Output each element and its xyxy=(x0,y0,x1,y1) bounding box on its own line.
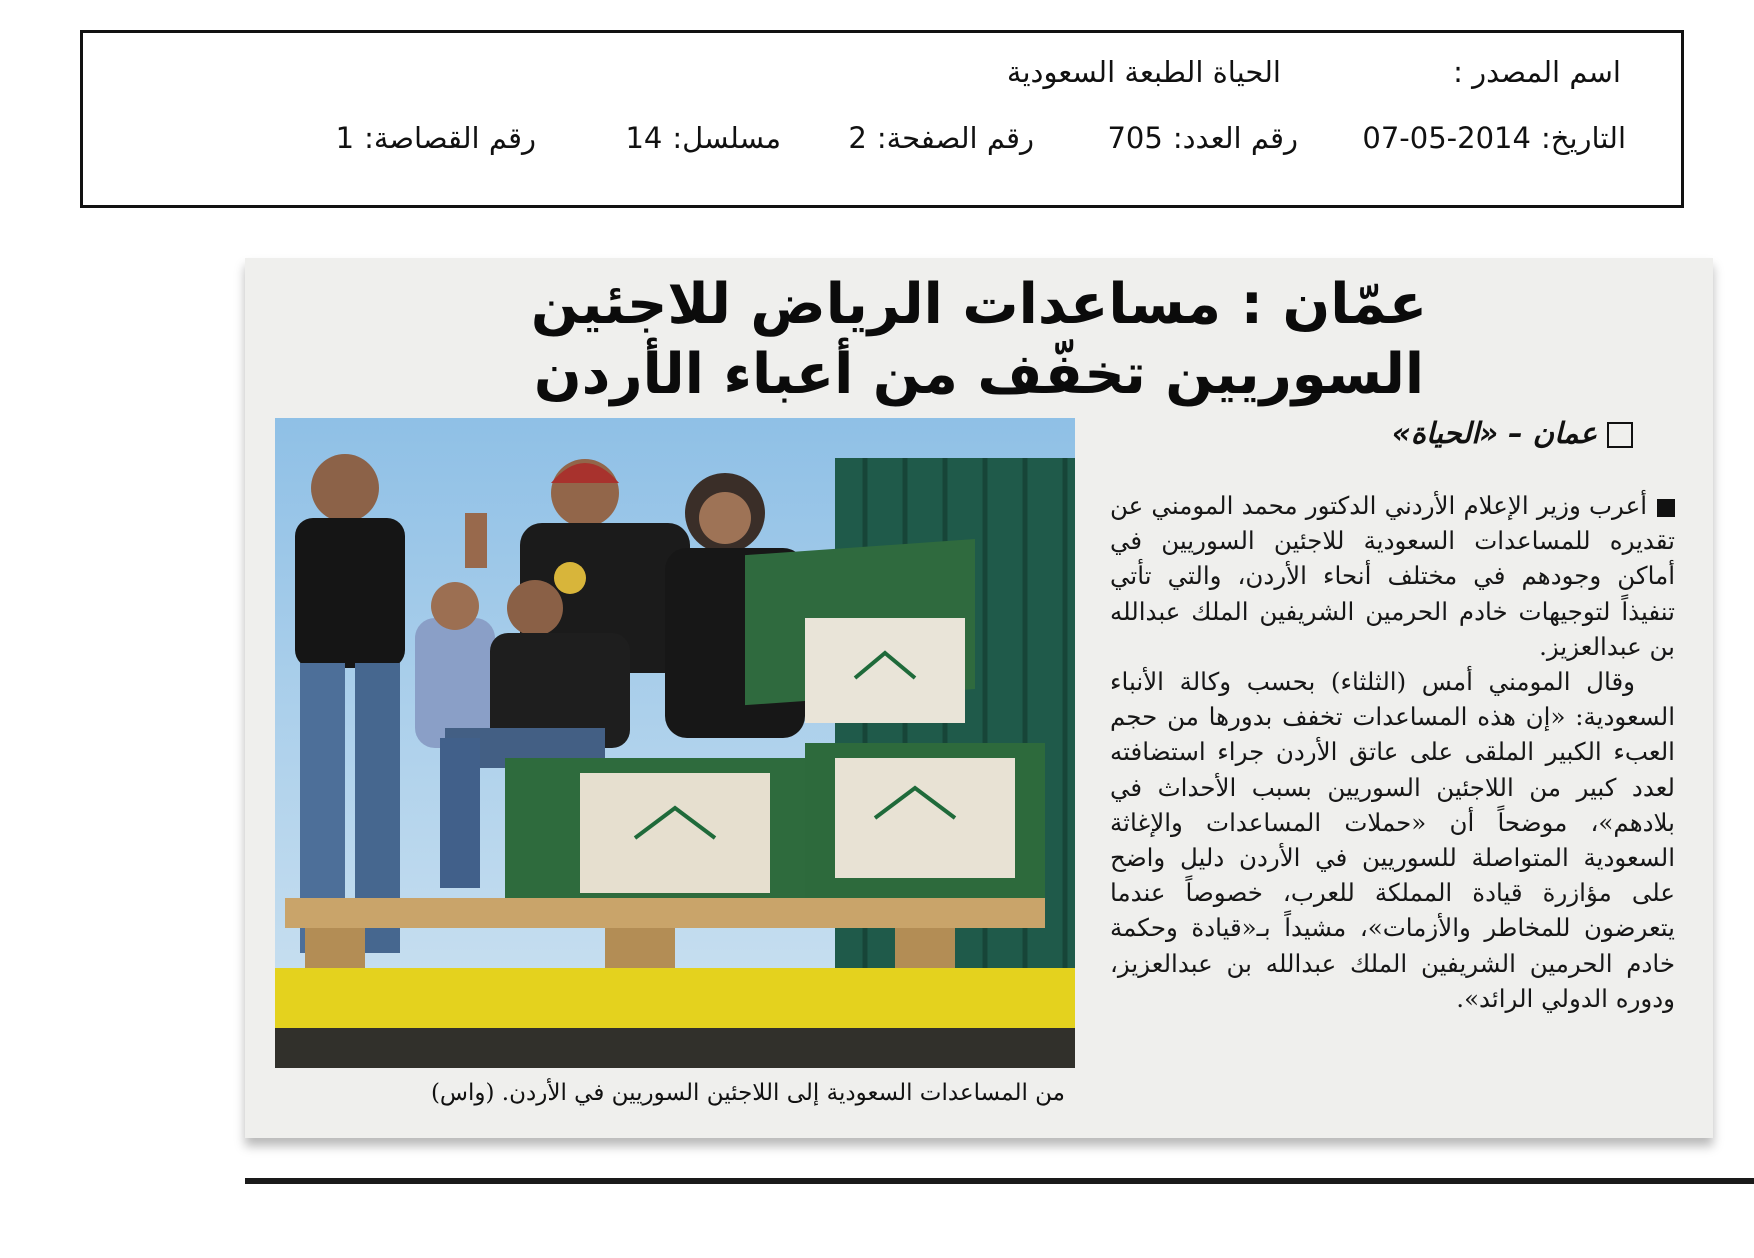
clip-number-field xyxy=(336,121,536,155)
issue-field xyxy=(1107,121,1298,155)
source-row xyxy=(1453,55,1621,89)
page-label: رقم الصفحة: xyxy=(876,121,1034,155)
paragraph-2: وقال المومني أمس (الثلثاء) بحسب وكالة الأنباء السعودية: «إن هذه المساعدات تخفف بدورها من حجم العبء الكبير الملقى على عاتق الأردن جراء استضافته لعدد كبير من اللاجئين السوريين بسبب الأحداث في بلادهم»، موضحاً أن «حملات المساعدات والإغاثة السعودية المتواصلة للسوريين في الأردن دليل واضح على مؤازرة قيادة المملكة للعرب، خصوصاً عندما يتعرضون للمخاطر والأزمات»، مشيداً بـ«قيادة وحكمة خادم الحرمين الشريفين الملك عبدالله بن عبدالعزيز، ودوره الدولي الرائد». xyxy=(1110,667,1675,1013)
clip-number-value: 1 xyxy=(335,121,355,155)
headline-line-2: السوريين تخفّف من أعباء الأردن xyxy=(533,342,1425,407)
source-label: اسم المصدر : xyxy=(1453,55,1621,89)
serial-label: مسلسل: xyxy=(672,121,781,155)
photo-illustration xyxy=(275,418,1075,1068)
source-name: الحياة الطبعة السعودية xyxy=(1006,55,1281,89)
clip-number-label: رقم القصاصة: xyxy=(364,121,536,155)
clipping-metadata-box xyxy=(80,30,1684,208)
paragraph-marker-icon xyxy=(1657,499,1675,517)
paragraph-1-text: أعرب وزير الإعلام الأردني الدكتور محمد المومني عن تقديره للمساعدات السعودية للاجئين السوريين في أماكن وجودهم في مختلف أنحاء الأردن، والتي تأتي تنفيذاً لتوجيهات خادم الحرمين الشريفين الملك عبدالله بن عبدالعزيز. xyxy=(1110,491,1675,661)
issue-value: 705 xyxy=(1107,121,1163,155)
page-value: 2 xyxy=(848,121,867,155)
date-label: التاريخ: xyxy=(1540,121,1626,155)
paragraph-1 xyxy=(1110,488,1675,664)
page-field xyxy=(848,121,1034,155)
date-value: 2014-05-07 xyxy=(1362,121,1531,155)
photo-caption: من المساعدات السعودية إلى اللاجئين السوريين في الأردن. (واس) xyxy=(430,1080,1065,1106)
serial-field xyxy=(625,121,781,155)
bottom-rule xyxy=(245,1178,1754,1184)
byline-box-icon xyxy=(1607,422,1633,448)
article-photo xyxy=(275,418,1075,1068)
byline xyxy=(1392,416,1633,450)
issue-label: رقم العدد: xyxy=(1172,121,1298,155)
newspaper-clipping xyxy=(245,258,1713,1138)
headline-line-1: عمّان : مساعدات الرياض للاجئين xyxy=(530,272,1428,337)
article-body xyxy=(1110,488,1675,1016)
source-value xyxy=(1007,55,1281,89)
date-field xyxy=(1362,121,1626,155)
byline-text: عمان – «الحياة» xyxy=(1392,416,1597,450)
serial-value: 14 xyxy=(625,121,663,155)
